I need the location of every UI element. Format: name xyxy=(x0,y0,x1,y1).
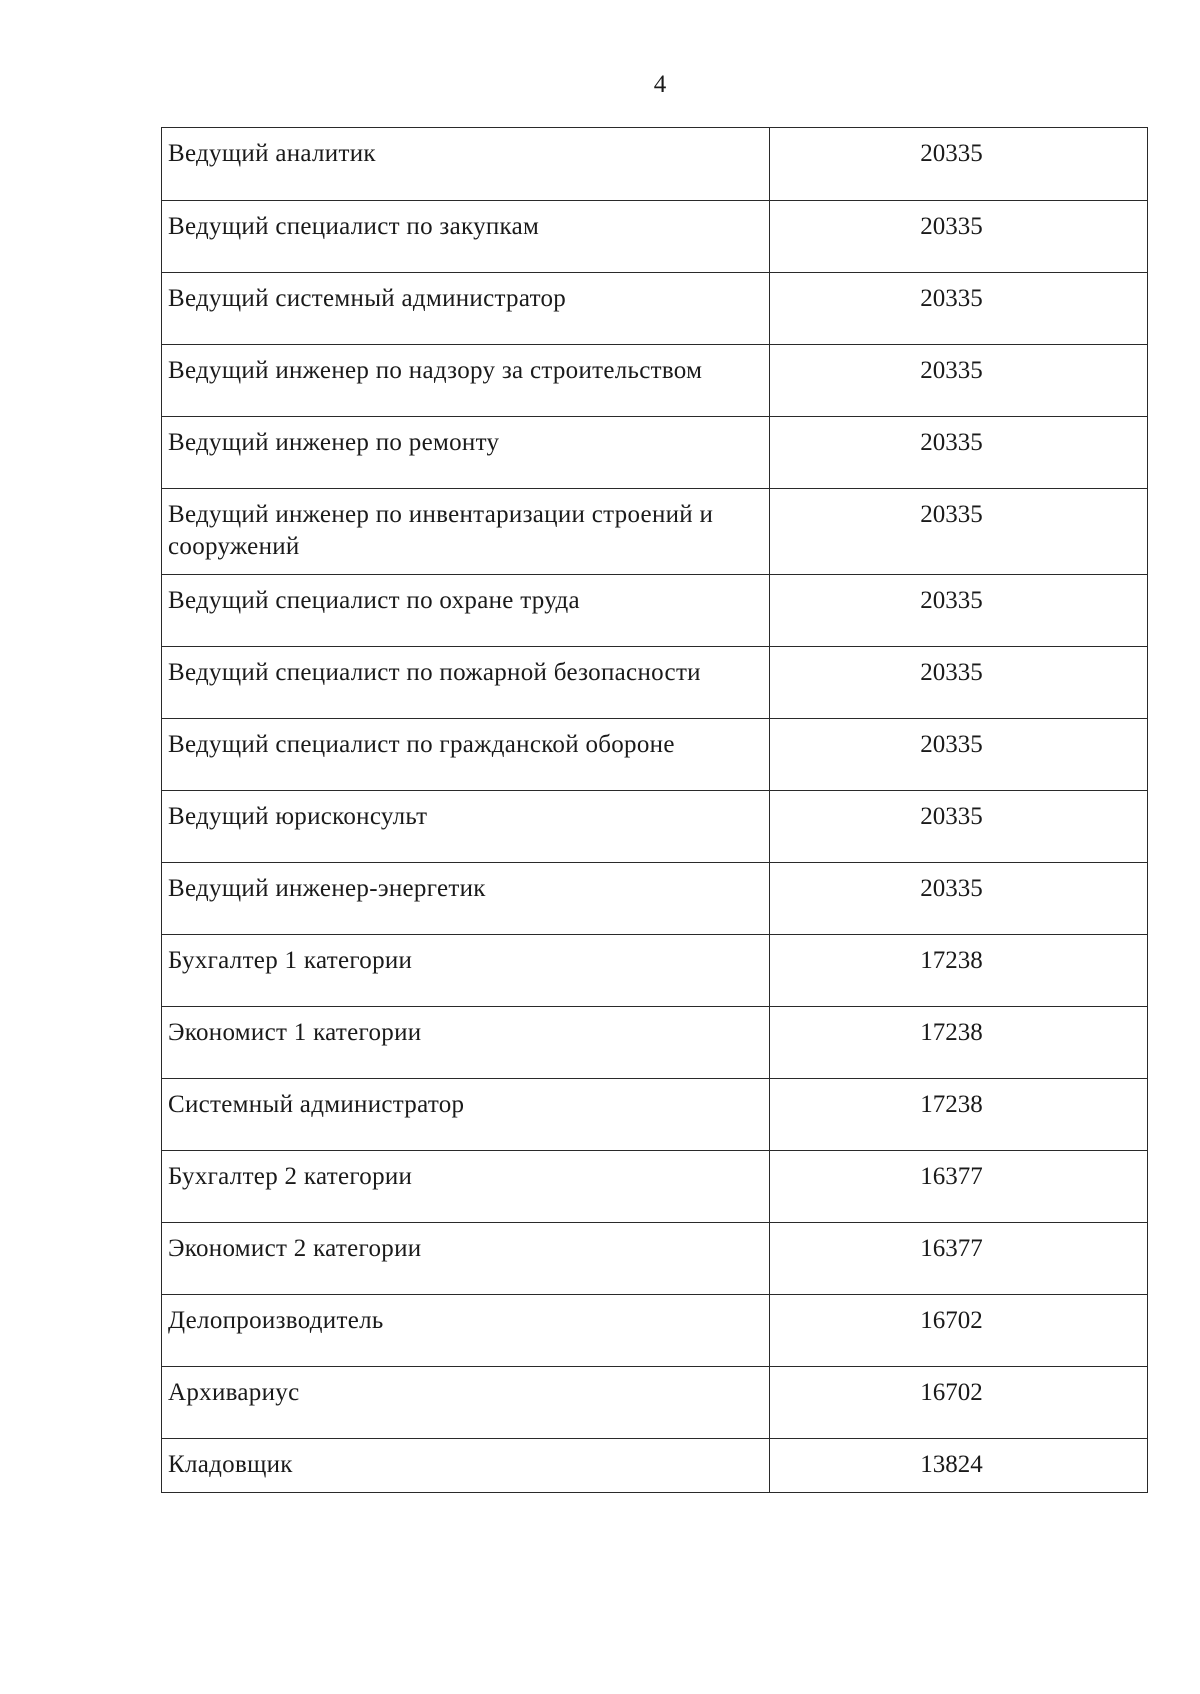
salary-value: 20335 xyxy=(920,140,983,167)
table-row xyxy=(162,646,1147,718)
position-name: Ведущий инженер по инвентаризации строений и сооружений xyxy=(162,489,770,574)
table-row xyxy=(162,128,1147,200)
salary-value: 20335 xyxy=(920,803,983,830)
position-name: Бухгалтер 1 категории xyxy=(162,935,770,1006)
position-name: Экономист 1 категории xyxy=(162,1007,770,1078)
position-name: Ведущий юрисконсульт xyxy=(162,791,770,862)
salary-value: 17238 xyxy=(920,1091,983,1118)
table-row xyxy=(162,1438,1147,1492)
table-row xyxy=(162,416,1147,488)
page-number: 4 xyxy=(653,71,667,98)
salary-value: 20335 xyxy=(920,429,983,456)
position-name: Делопроизводитель xyxy=(162,1295,770,1366)
position-name: Ведущий специалист по пожарной безопасности xyxy=(162,647,770,718)
position-name: Бухгалтер 2 категории xyxy=(162,1151,770,1222)
table-row xyxy=(162,718,1147,790)
position-name: Архивариус xyxy=(162,1367,770,1438)
table-row xyxy=(162,1006,1147,1078)
position-name: Ведущий специалист по гражданской обороне xyxy=(162,719,770,790)
salary-value: 20335 xyxy=(920,731,983,758)
salary-value: 16377 xyxy=(920,1235,983,1262)
salary-value: 16377 xyxy=(920,1163,983,1190)
table-row xyxy=(162,488,1147,574)
salary-value: 20335 xyxy=(920,213,983,240)
salary-value: 20335 xyxy=(920,357,983,384)
salary-value: 20335 xyxy=(920,285,983,312)
table-row xyxy=(162,1222,1147,1294)
table-row xyxy=(162,862,1147,934)
position-name: Системный администратор xyxy=(162,1079,770,1150)
salary-value: 16702 xyxy=(920,1307,983,1334)
table-row xyxy=(162,344,1147,416)
salary-value: 17238 xyxy=(920,947,983,974)
salary-value: 16702 xyxy=(920,1379,983,1406)
table-row xyxy=(162,934,1147,1006)
salary-value: 20335 xyxy=(920,587,983,614)
position-name: Экономист 2 категории xyxy=(162,1223,770,1294)
position-name: Ведущий специалист по охране труда xyxy=(162,575,770,646)
position-name: Ведущий инженер-энергетик xyxy=(162,863,770,934)
salary-value: 13824 xyxy=(920,1451,983,1478)
position-name: Ведущий инженер по ремонту xyxy=(162,417,770,488)
salary-value: 20335 xyxy=(920,875,983,902)
table-row xyxy=(162,1078,1147,1150)
table-row xyxy=(162,1294,1147,1366)
salary-value: 20335 xyxy=(920,659,983,686)
table-row xyxy=(162,1150,1147,1222)
table-row xyxy=(162,790,1147,862)
position-name: Ведущий системный администратор xyxy=(162,273,770,344)
position-name: Ведущий инженер по надзору за строительством xyxy=(162,345,770,416)
position-name: Ведущий специалист по закупкам xyxy=(162,201,770,272)
table-row xyxy=(162,272,1147,344)
table-row xyxy=(162,200,1147,272)
position-name: Кладовщик xyxy=(162,1439,770,1492)
salary-value: 20335 xyxy=(920,501,983,528)
salary-table xyxy=(161,127,1148,1493)
salary-value: 17238 xyxy=(920,1019,983,1046)
table-row xyxy=(162,1366,1147,1438)
position-name: Ведущий аналитик xyxy=(162,128,770,200)
table-row xyxy=(162,574,1147,646)
